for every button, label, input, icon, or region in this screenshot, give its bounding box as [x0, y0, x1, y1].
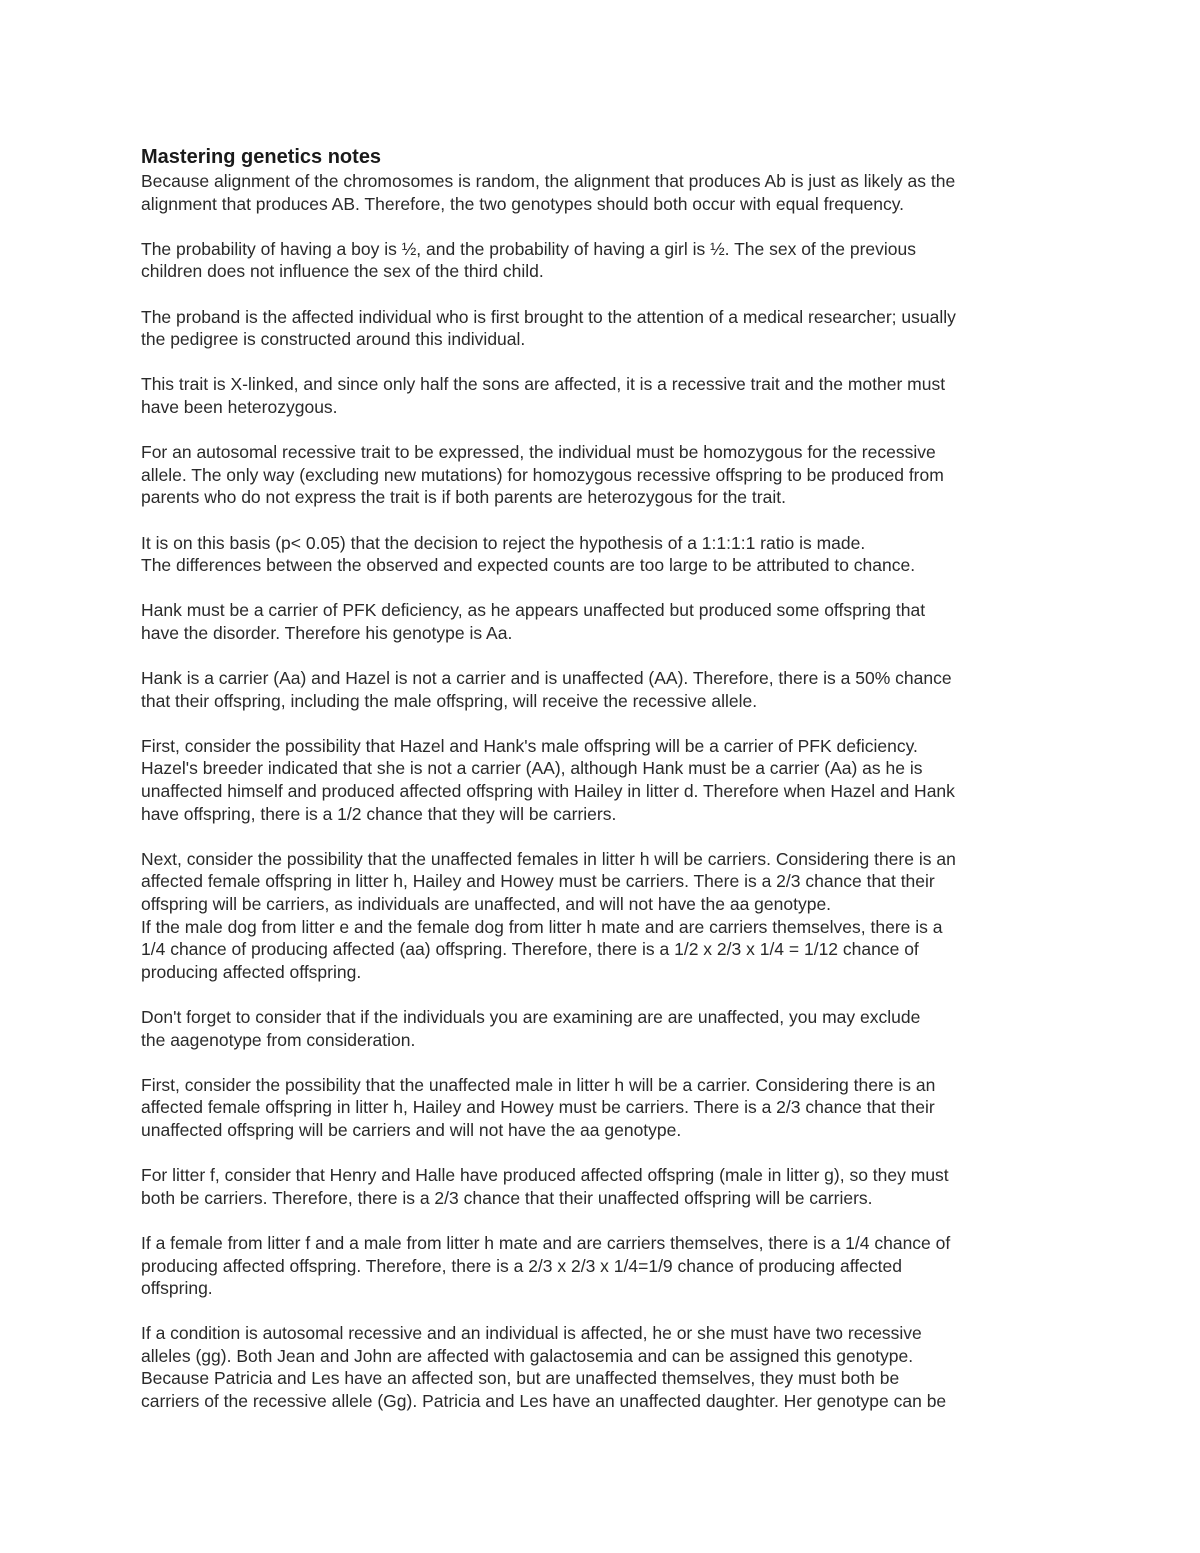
paragraph	[141, 1074, 1071, 1142]
paragraph	[141, 667, 1071, 712]
text-line: carriers of the recessive allele (Gg). Patricia and Les have an unaffected daughter. Her genotype can be	[141, 1391, 947, 1412]
document-title: Mastering genetics notes	[141, 146, 382, 168]
text-line: It is on this basis (p< 0.05) that the decision to reject the hypothesis of a 1:1:1:1 ratio is made.	[141, 532, 866, 553]
text-line: This trait is X-linked, and since only half the sons are affected, it is a recessive trait and the mother must	[141, 374, 946, 395]
text-line: affected female offspring in litter h, Hailey and Howey must be carriers. There is a 2/3 chance that their	[141, 1097, 935, 1118]
text-line: unaffected himself and produced affected offspring with Hailey in litter d. Therefore when Hazel and Hank	[141, 781, 955, 802]
text-line: have the disorder. Therefore his genotype is Aa.	[141, 622, 513, 643]
text-line: both be carriers. Therefore, there is a 2/3 chance that their unaffected offspring will be carriers.	[141, 1187, 873, 1208]
text-line: offspring will be carriers, as individuals are unaffected, and will not have the aa genotype.	[141, 894, 832, 914]
text-line: If a female from litter f and a male from litter h mate and are carriers themselves, there is a 1/4 chance of	[141, 1232, 951, 1253]
paragraph	[141, 735, 1071, 825]
paragraph	[141, 238, 1071, 283]
text-line: the pedigree is constructed around this individual.	[141, 329, 526, 350]
paragraph	[141, 441, 1071, 509]
text-line: parents who do not express the trait is if both parents are heterozygous for the trait.	[141, 487, 786, 508]
text-line: The proband is the affected individual who is first brought to the attention of a medical researcher; usually	[141, 306, 956, 327]
text-line: The differences between the observed and expected counts are too large to be attributed to chance.	[141, 555, 916, 576]
paragraph	[141, 170, 1071, 215]
paragraph	[141, 306, 1071, 351]
paragraph	[141, 599, 1071, 644]
paragraph	[141, 848, 1071, 984]
text-line: alleles (gg). Both Jean and John are affected with galactosemia and can be assigned this genotype.	[141, 1345, 914, 1366]
text-line: affected female offspring in litter h, Hailey and Howey must be carriers. There is a 2/3 chance that their	[141, 871, 935, 892]
text-line: For an autosomal recessive trait to be expressed, the individual must be homozygous for the recessive	[141, 442, 936, 463]
paragraph-list	[141, 170, 1071, 1413]
text-line: 1/4 chance of producing affected (aa) offspring. Therefore, there is a 1/2 x 2/3 x 1/4 = 1/12 chance of	[141, 939, 919, 960]
text-line: If a condition is autosomal recessive and an individual is affected, he or she must have two recessive	[141, 1323, 922, 1344]
paragraph	[141, 1006, 1071, 1051]
text-line: have been heterozygous.	[141, 396, 338, 417]
text-line: have offspring, there is a 1/2 chance that they will be carriers.	[141, 803, 617, 824]
text-line: that their offspring, including the male offspring, will receive the recessive allele.	[141, 690, 758, 711]
text-line: Hank is a carrier (Aa) and Hazel is not a carrier and is unaffected (AA). Therefore, there is a 50% chance	[141, 668, 952, 689]
text-line: unaffected offspring will be carriers and will not have the aa genotype.	[141, 1119, 682, 1140]
text-line: First, consider the possibility that Hazel and Hank's male offspring will be a carrier of PFK deficiency.	[141, 735, 918, 756]
paragraph	[141, 532, 1071, 577]
text-line: The probability of having a boy is ½, and the probability of having a girl is ½. The sex of the previous	[141, 238, 916, 259]
text-line: If the male dog from litter e and the female dog from litter h mate and are carriers themselves, there is a	[141, 916, 943, 937]
paragraph	[141, 1164, 1071, 1209]
text-line: alignment that produces AB. Therefore, the two genotypes should both occur with equal frequency.	[141, 193, 905, 214]
text-line: Because Patricia and Les have an affected son, but are unaffected themselves, they must both be	[141, 1368, 900, 1389]
text-line: First, consider the possibility that the unaffected male in litter h will be a carrier. Considering there is an	[141, 1074, 936, 1095]
paragraph	[141, 373, 1071, 418]
text-line: Because alignment of the chromosomes is random, the alignment that produces Ab is just as likely as the	[141, 171, 956, 191]
paragraph	[141, 1232, 1071, 1300]
text-line: For litter f, consider that Henry and Halle have produced affected offspring (male in litter g), so they must	[141, 1165, 949, 1186]
document-body	[141, 144, 1071, 1435]
text-line: allele. The only way (excluding new mutations) for homozygous recessive offspring to be produced from	[141, 464, 944, 485]
text-line: the aagenotype from consideration.	[141, 1029, 416, 1050]
text-line: Hank must be a carrier of PFK deficiency, as he appears unaffected but produced some offspring that	[141, 600, 926, 621]
text-line: offspring.	[141, 1278, 213, 1299]
text-line: Hazel's breeder indicated that she is not a carrier (AA), although Hank must be a carrier (Aa) as he is	[141, 758, 923, 779]
paragraph	[141, 1322, 1071, 1412]
text-line: Next, consider the possibility that the unaffected females in litter h will be carriers. Considering there is an	[141, 848, 956, 869]
text-line: producing affected offspring.	[141, 961, 362, 982]
text-line: producing affected offspring. Therefore, there is a 2/3 x 2/3 x 1/4=1/9 chance of producing affected	[141, 1255, 902, 1276]
text-line: children does not influence the sex of the third child.	[141, 261, 544, 282]
text-line: Don't forget to consider that if the individuals you are examining are are unaffected, you may exclude	[141, 1006, 921, 1027]
